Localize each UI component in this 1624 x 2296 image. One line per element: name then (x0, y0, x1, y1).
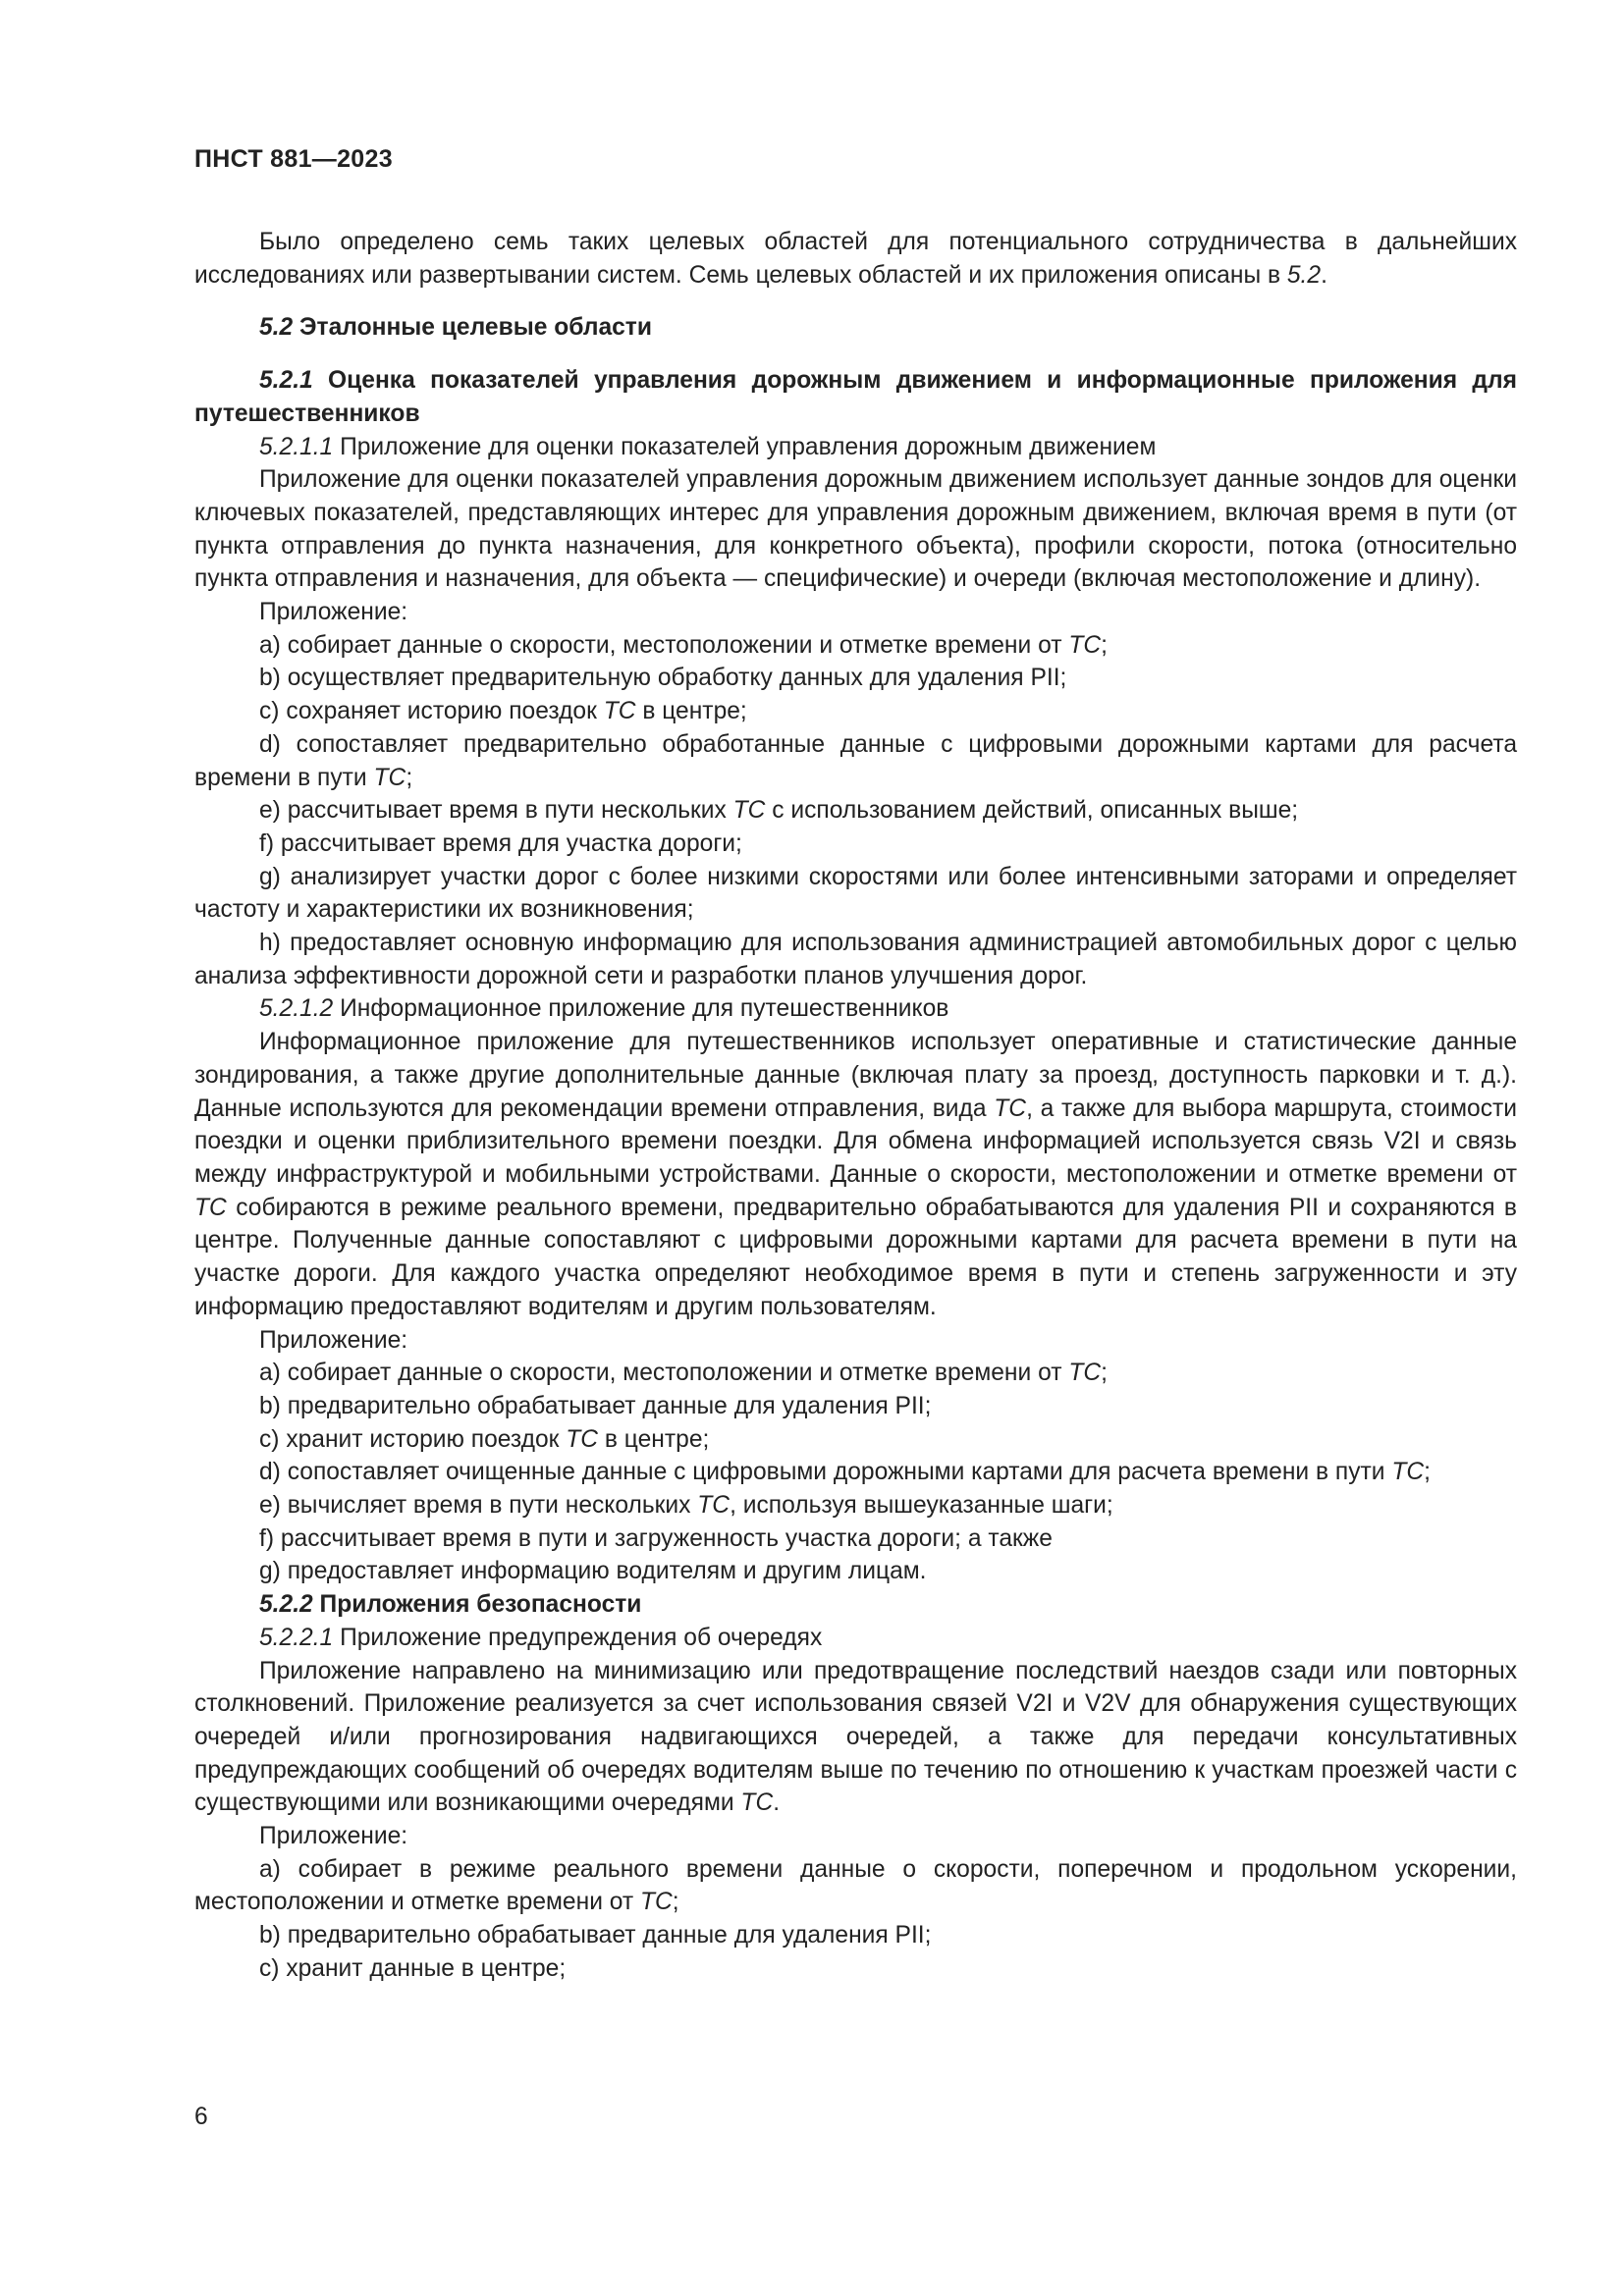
list-item: c) сохраняет историю поездок ТС в центре; (259, 698, 747, 725)
list-item: c) хранит данные в центре; (259, 1954, 567, 1982)
list-item: e) вычисляет время в пути нескольких ТС, используя вышеуказанные шаги; (259, 1492, 1113, 1520)
document-header: ПНСТ 881—2023 (194, 145, 393, 173)
section-5-2-1-heading: 5.2.1 Оценка показателей управления дорожным движением и информационные приложения для путешественников (194, 367, 1517, 427)
list-item: a) собирает данные о скорости, местоположении и отметке времени от ТС; (259, 631, 1108, 659)
list-item: c) хранит историю поездок ТС в центре; (259, 1425, 710, 1453)
intro-text: Было определено семь таких целевых областей для потенциального сотрудничества в дальнейших исследованиях или развертывании систем. Семь целевых областей и их приложения описаны в (194, 229, 1517, 289)
list-item: b) предварительно обрабатывает данные для удаления PII; (259, 1922, 932, 1949)
section-5-2-1-2-heading: 5.2.1.2 Информационное приложение для путешественников (259, 995, 949, 1023)
list-item: b) осуществляет предварительную обработку данных для удаления PII; (259, 665, 1067, 692)
list-item: a) собирает в режиме реального времени данные о скорости, поперечном и продольном ускорении, местоположении и отметке времени от ТС; (194, 1855, 1517, 1916)
list-item: f) рассчитывает время для участка дороги; (259, 829, 742, 857)
list-item: g) предоставляет информацию водителям и другим лицам. (259, 1558, 927, 1585)
section-5-2-2-1-lead: Приложение: (259, 1823, 408, 1850)
section-5-2-1-2-description: Информационное приложение для путешественников использует оперативные и статистические данные зондирования, а также другие дополнительные данные (включая плату за проезд, доступность парковки и т. д.). Данные используются для рекомендации времени отправления, вида ТС, а также для выбора маршрута, стоимости поездки и оценки приблизительного времени поездки. Для обмена информацией используется связь V2I и связь между инфраструктурой и мобильными устройствами. Данные о скорости, местоположении и отметке времени от ТС собираются в режиме реального времени, предварительно обрабатываются для удаления PII и сохраняются в центре. Полученные данные сопоставляют с цифровыми дорожными картами для расчета времени в пути на участке дороги. Для каждого участка определяют необходимое время в пути и степень загруженности и эту информацию предоставляют водителям и другим пользователям. (194, 1029, 1517, 1320)
section-5-2-2-1-description: Приложение направлено на минимизацию или предотвращение последствий наездов сзади или повторных столкновений. Приложение реализуется за счет использования связей V2I и V2V для обнаружения существующих очередей и/или прогнозирования надвигающихся очередей, а также для передачи консультативных предупреждающих сообщений об очередях водителям выше по течению по отношению к участкам проезжей части с существующими или возникающими очередями ТС. (194, 1657, 1517, 1817)
section-5-2-heading: 5.2 Эталонные целевые области (259, 314, 652, 342)
list-item: g) анализирует участки дорог с более низкими скоростями или более интенсивными заторами и определяет частоту и характеристики их возникновения; (194, 863, 1517, 924)
intro-ref: 5.2 (1286, 261, 1322, 289)
list-item: d) сопоставляет очищенные данные с цифровыми дорожными картами для расчета времени в пути ТС; (259, 1459, 1431, 1486)
document-body (194, 226, 1517, 1986)
section-5-2-2-1-heading: 5.2.2.1 Приложение предупреждения об очередях (259, 1624, 823, 1651)
list-item: e) рассчитывает время в пути нескольких ТС с использованием действий, описанных выше; (259, 797, 1299, 825)
section-5-2-1-1-lead: Приложение: (259, 599, 408, 626)
list-item: b) предварительно обрабатывает данные для удаления PII; (259, 1392, 932, 1419)
list-item: d) сопоставляет предварительно обработанные данные с цифровыми дорожными картами для расчета времени в пути ТС; (194, 730, 1517, 791)
section-5-2-1-2-lead: Приложение: (259, 1326, 408, 1354)
list-item: f) рассчитывает время в пути и загруженность участка дороги; а также (259, 1524, 1053, 1552)
list-item: a) собирает данные о скорости, местоположении и отметке времени от ТС; (259, 1360, 1108, 1387)
list-item: h) предоставляет основную информацию для использования администрацией автомобильных дорог с целью анализа эффективности дорожной сети и разработки планов улучшения дорог. (194, 930, 1517, 989)
intro-paragraph: Было определено семь таких целевых областей для потенциального сотрудничества в дальнейших исследованиях или развертывании систем. Семь целевых областей и их приложения описаны в 5.2. (194, 229, 1517, 289)
page-number: 6 (194, 2104, 208, 2130)
section-5-2-1-1-description: Приложение для оценки показателей управления дорожным движением использует данные зондов для оценки ключевых показателей, представляющих интерес для управления дорожным движением, включая время в пути (от пункта отправления до пункта назначения, для конкретного объекта), профили скорости, потока (относительно пункта отправления и назначения, для объекта — специфические) и очереди (включая местоположение и длину). (194, 466, 1517, 593)
section-5-2-2-heading: 5.2.2 Приложения безопасности (259, 1591, 642, 1619)
section-5-2-1-1-heading: 5.2.1.1 Приложение для оценки показателей управления дорожным движением (259, 433, 1157, 460)
